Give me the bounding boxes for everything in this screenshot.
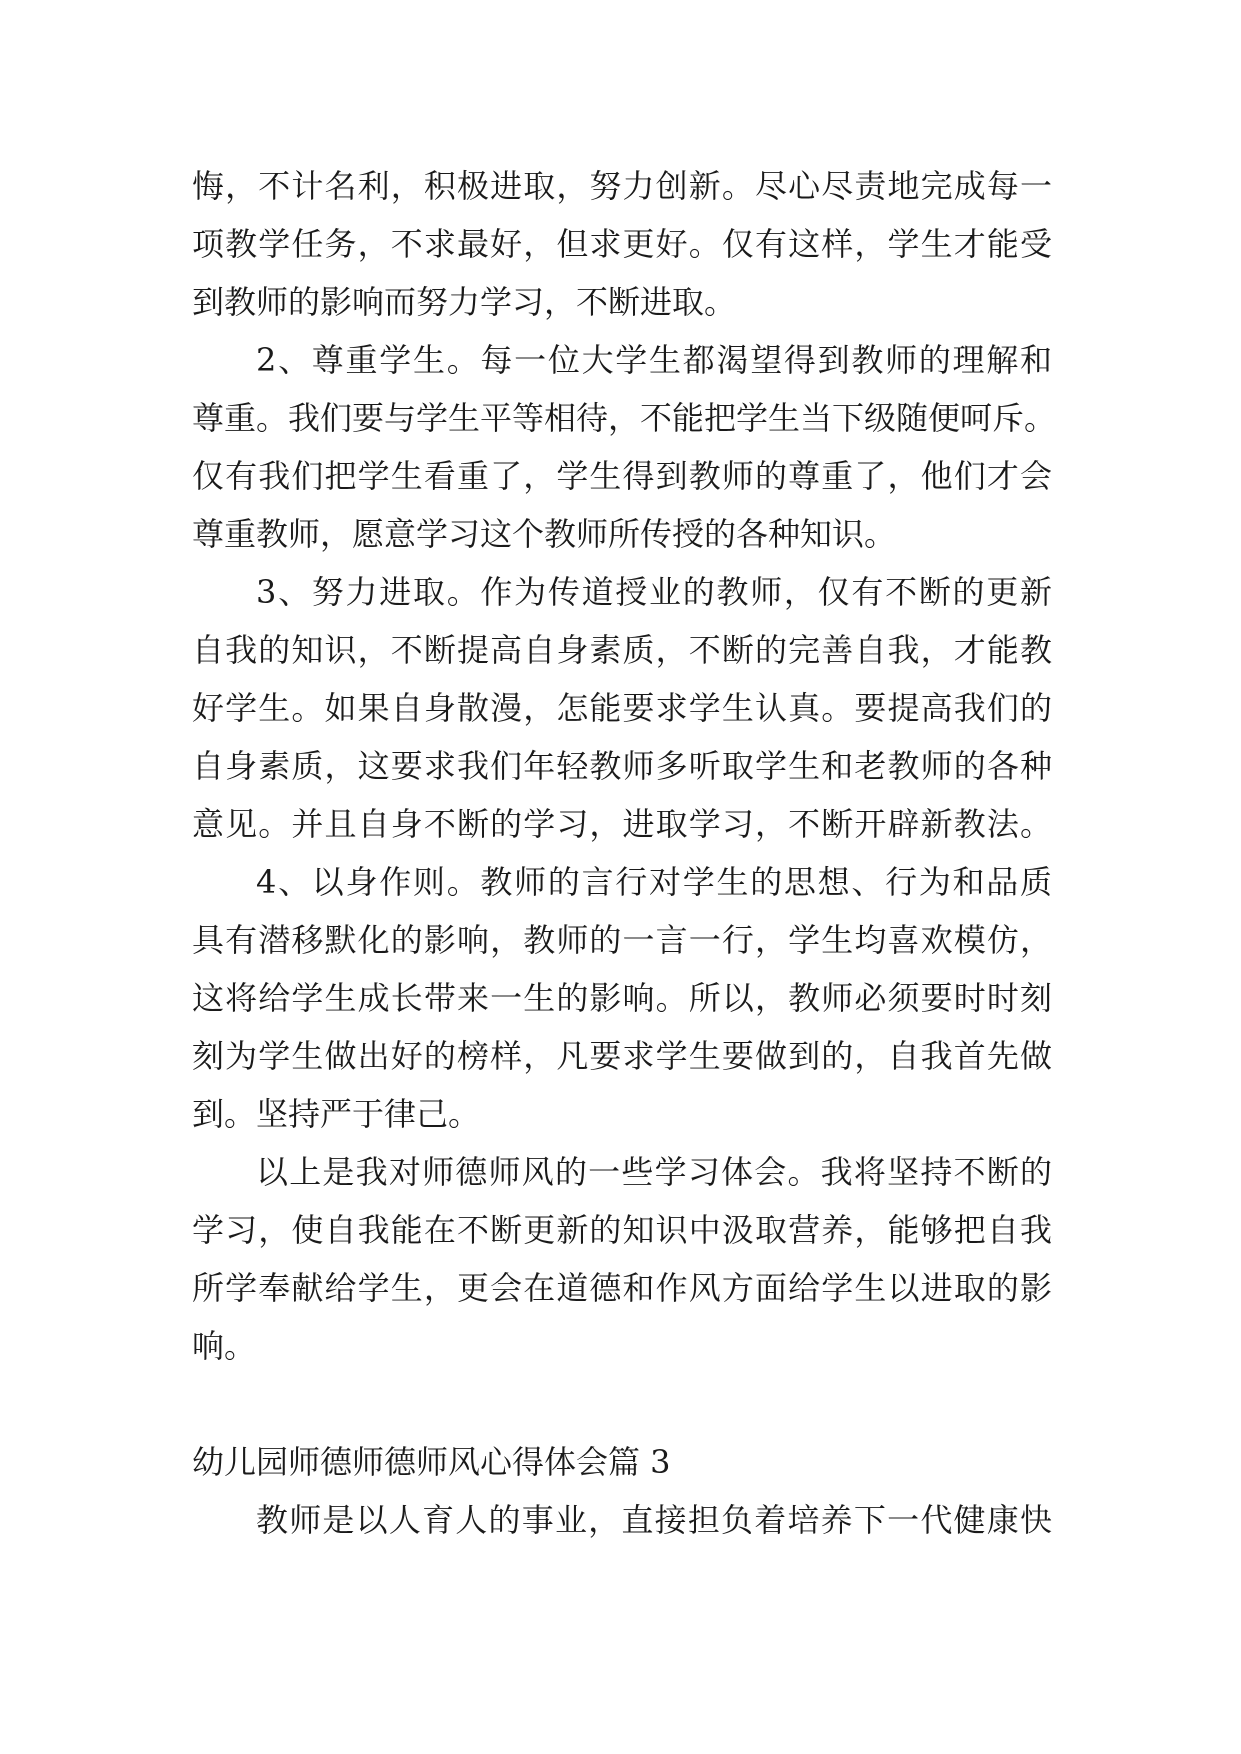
paragraph-line: 悔，不计名利，积极进取，努力创新。尽心尽责地完成每一	[192, 167, 1052, 205]
paragraph-line: 意见。并且自身不断的学习，进取学习，不断开辟新教法。	[192, 805, 1052, 843]
paragraph-line: 教师是以人育人的事业，直接担负着培养下一代健康快	[256, 1501, 1052, 1539]
paragraph-line: 尊重教师，愿意学习这个教师所传授的各种知识。	[192, 515, 897, 553]
paragraph-line: 刻为学生做出好的榜样，凡要求学生要做到的，自我首先做	[192, 1037, 1052, 1075]
section-heading: 幼儿园师德师德师风心得体会篇 3	[192, 1443, 671, 1481]
paragraph-line: 自身素质，这要求我们年轻教师多听取学生和老教师的各种	[192, 747, 1052, 785]
paragraph-line: 以上是我对师德师风的一些学习体会。我将坚持不断的	[256, 1153, 1052, 1191]
paragraph-line: 3、努力进取。作为传道授业的教师，仅有不断的更新	[256, 573, 1052, 611]
paragraph-line: 这将给学生成长带来一生的影响。所以，教师必须要时时刻	[192, 979, 1052, 1017]
paragraph-line: 2、尊重学生。每一位大学生都渴望得到教师的理解和	[256, 341, 1052, 379]
paragraph-line: 仅有我们把学生看重了，学生得到教师的尊重了，他们才会	[192, 457, 1052, 495]
paragraph-line: 项教学任务，不求最好，但求更好。仅有这样，学生才能受	[192, 225, 1052, 263]
paragraph-line: 到教师的影响而努力学习，不断进取。	[192, 283, 737, 321]
paragraph-line: 尊重。我们要与学生平等相待，不能把学生当下级随便呵斥。	[192, 399, 1057, 437]
paragraph-line: 具有潜移默化的影响，教师的一言一行，学生均喜欢模仿，	[192, 921, 1052, 959]
paragraph-line: 学习，使自我能在不断更新的知识中汲取营养，能够把自我	[192, 1211, 1052, 1249]
paragraph-line: 自我的知识，不断提高自身素质，不断的完善自我，才能教	[192, 631, 1052, 669]
paragraph-line: 响。	[192, 1327, 257, 1365]
paragraph-line: 所学奉献给学生，更会在道德和作风方面给学生以进取的影	[192, 1269, 1052, 1307]
paragraph-line: 4、以身作则。教师的言行对学生的思想、行为和品质	[256, 863, 1052, 901]
paragraph-line: 到。坚持严于律己。	[192, 1095, 481, 1133]
paragraph-line: 好学生。如果自身散漫，怎能要求学生认真。要提高我们的	[192, 689, 1052, 727]
